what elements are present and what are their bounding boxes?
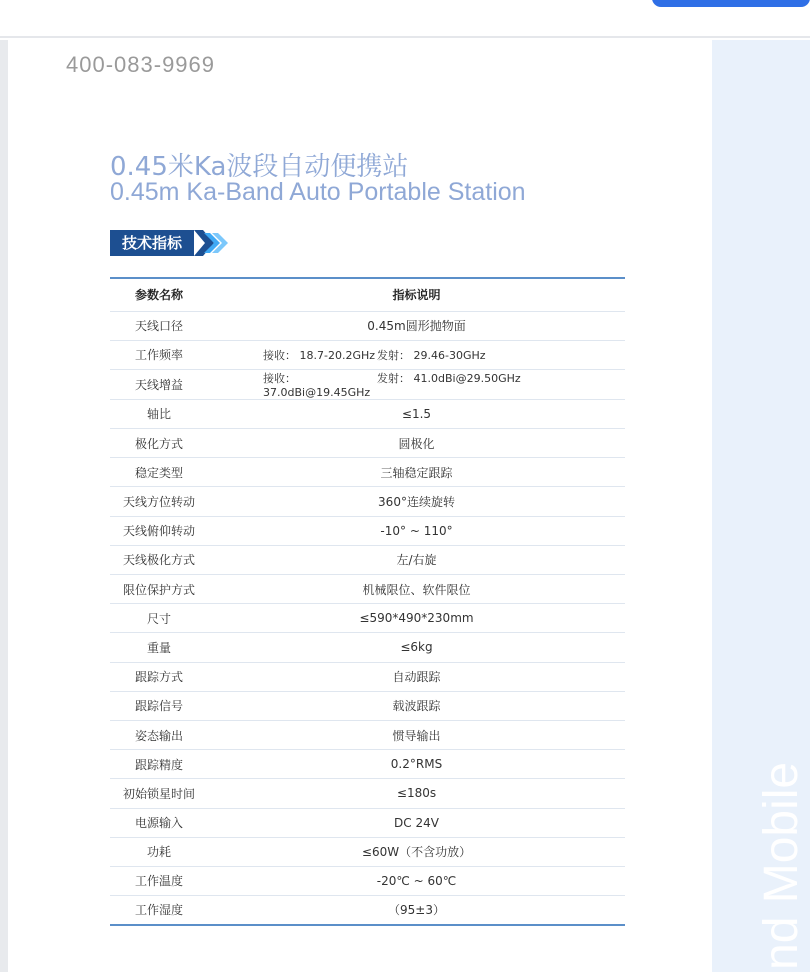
section-heading — [110, 229, 228, 257]
table-header-row — [110, 278, 625, 311]
left-margin-strip — [0, 40, 8, 972]
param-value: 0.2°RMS — [208, 750, 625, 779]
param-value: 左/右旋 — [208, 545, 625, 574]
param-value: （95±3） — [208, 896, 625, 925]
table-row — [110, 516, 625, 545]
param-value: 三轴稳定跟踪 — [208, 458, 625, 487]
table-row — [110, 662, 625, 691]
table-row — [110, 487, 625, 516]
param-value: 载波跟踪 — [208, 691, 625, 720]
param-name: 稳定类型 — [110, 458, 208, 487]
param-name: 天线极化方式 — [110, 545, 208, 574]
table-row — [110, 604, 625, 633]
param-name: 天线俯仰转动 — [110, 516, 208, 545]
param-value-recv: 接收： 18.7-20.2GHz — [263, 348, 376, 362]
table-row — [110, 691, 625, 720]
param-name: 天线增益 — [110, 369, 208, 399]
table-row — [110, 311, 625, 340]
param-value: ≤60W（不含功放） — [208, 837, 625, 866]
section-heading-label: 技术指标 — [110, 230, 194, 256]
table-row — [110, 399, 625, 428]
param-name: 初始锁星时间 — [110, 779, 208, 808]
param-value: ≤6kg — [208, 633, 625, 662]
param-name: 跟踪信号 — [110, 691, 208, 720]
chevrons-icon — [194, 229, 228, 257]
table-header-desc: 指标说明 — [208, 278, 625, 311]
param-value: ≤1.5 — [208, 399, 625, 428]
table-row — [110, 340, 625, 369]
top-bar — [0, 0, 810, 38]
table-row — [110, 866, 625, 895]
param-name: 电源输入 — [110, 808, 208, 837]
table-row — [110, 545, 625, 574]
param-value-send: 发射： 41.0dBi@29.50GHz — [377, 371, 521, 385]
param-name: 姿态输出 — [110, 720, 208, 749]
top-action-button[interactable] — [652, 0, 810, 7]
param-name: 跟踪方式 — [110, 662, 208, 691]
table-row — [110, 750, 625, 779]
param-name: 天线方位转动 — [110, 487, 208, 516]
table-row — [110, 369, 625, 399]
table-row — [110, 429, 625, 458]
param-value: 惯导输出 — [208, 720, 625, 749]
param-name: 限位保护方式 — [110, 575, 208, 604]
param-name: 重量 — [110, 633, 208, 662]
param-name: 工作温度 — [110, 866, 208, 895]
table-header-param: 参数名称 — [110, 278, 208, 311]
param-value — [208, 369, 625, 399]
param-name: 工作频率 — [110, 340, 208, 369]
table-row — [110, 779, 625, 808]
param-value: 自动跟踪 — [208, 662, 625, 691]
param-value: 0.45m圆形抛物面 — [208, 311, 625, 340]
param-name: 天线口径 — [110, 311, 208, 340]
param-value: DC 24V — [208, 808, 625, 837]
param-value: 360°连续旋转 — [208, 487, 625, 516]
side-watermark-text: nd Mobile — [755, 761, 808, 970]
param-value: 机械限位、软件限位 — [208, 575, 625, 604]
param-value-recv: 接收： 37.0dBi@19.45GHz — [263, 371, 371, 399]
param-value: ≤590*490*230mm — [208, 604, 625, 633]
table-row — [110, 633, 625, 662]
param-value-send: 发射： 29.46-30GHz — [377, 348, 486, 362]
param-value: -20℃ ~ 60℃ — [208, 866, 625, 895]
param-name: 轴比 — [110, 399, 208, 428]
param-value: -10° ~ 110° — [208, 516, 625, 545]
product-title-cn: 0.45米Ka波段自动便携站 — [110, 152, 409, 182]
table-row — [110, 837, 625, 866]
table-row — [110, 458, 625, 487]
param-name: 工作湿度 — [110, 896, 208, 925]
spec-table — [110, 277, 625, 926]
param-value: ≤180s — [208, 779, 625, 808]
param-value — [208, 340, 625, 369]
param-value: 圆极化 — [208, 429, 625, 458]
param-name: 尺寸 — [110, 604, 208, 633]
product-title-en: 0.45m Ka-Band Auto Portable Station — [110, 178, 526, 206]
table-row — [110, 720, 625, 749]
table-row — [110, 896, 625, 925]
param-name: 跟踪精度 — [110, 750, 208, 779]
param-name: 功耗 — [110, 837, 208, 866]
phone-number[interactable]: 400-083-9969 — [66, 52, 216, 77]
param-name: 极化方式 — [110, 429, 208, 458]
table-row — [110, 808, 625, 837]
side-watermark — [748, 700, 808, 972]
table-row — [110, 575, 625, 604]
